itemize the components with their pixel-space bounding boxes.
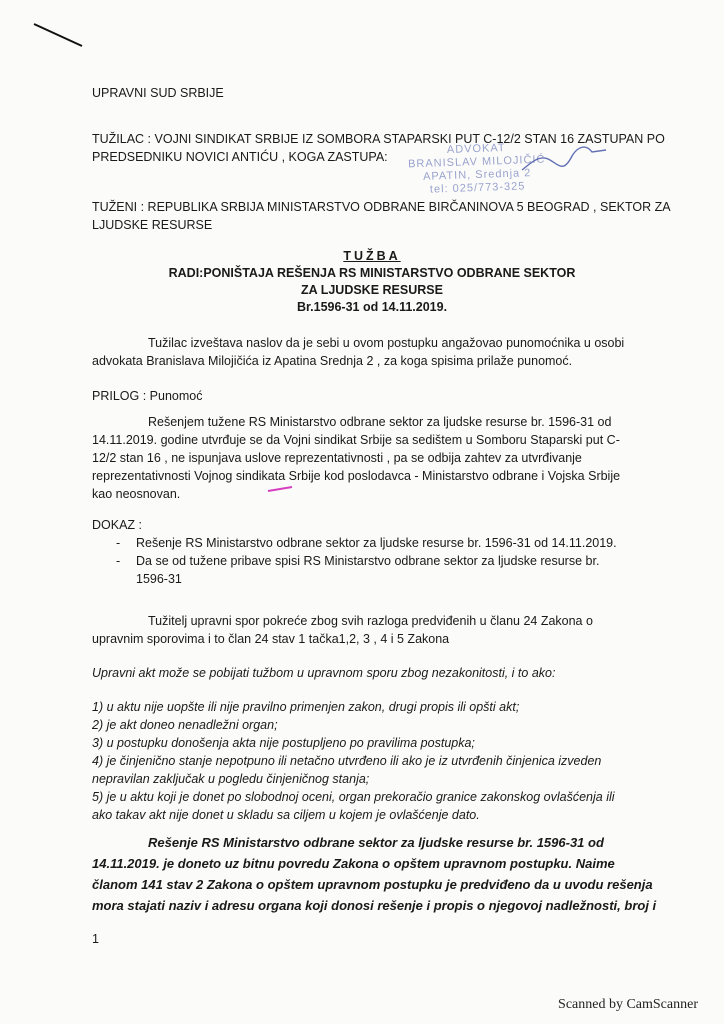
final-line-2: 14.11.2019. je doneto uz bitnu povredu Zakona o opštem upravnom postupku. Naime: [92, 856, 615, 871]
scanner-footer: Scanned by CamScanner: [558, 997, 698, 1012]
facts-line-3: 12/2 stan 16 , ne ispunjava uslove reprezentativnosti , pa se odbija zahtev za utvrđivanje: [92, 451, 582, 465]
evidence-item-2: - Da se od tužene pribave spisi RS Ministarstvo odbrane sektor za ljudske resurse br. 1596-31: [100, 552, 660, 588]
dispute-line-1: Tužitelj upravni spor pokreće zbog svih razloga predviđenih u članu 24 Zakona o: [148, 614, 593, 628]
page-number: 1: [92, 932, 99, 946]
title-line-1: RADI:PONIŠTAJA REŠENJA RS MINISTARSTVO ODBRANE SEKTOR: [168, 266, 576, 280]
law-point-4-cont: nepravilan zaključak u pogledu činjeničnog stanja;: [92, 772, 370, 786]
court-name: UPRAVNI SUD SRBIJE: [92, 86, 224, 100]
law-intro: Upravni akt može se pobijati tužbom u upravnom sporu zbog nezakonitosti, i to ako:: [92, 666, 556, 680]
law-point-3: 3) u postupku donošenja akta nije postupljeno po pravilima postupka;: [92, 736, 475, 750]
law-point-5-cont: ako takav akt nije donet u skladu sa ciljem u kojem je ovlašćenje dato.: [92, 808, 480, 822]
defendant-line-1: TUŽENI : REPUBLIKA SRBIJA MINISTARSTVO ODBRANE BIRČANINOVA 5 BEOGRAD , SEKTOR ZA: [92, 200, 671, 214]
stamp-line-4: tel: 025/773-325: [429, 180, 526, 196]
marker-stroke: [266, 484, 296, 494]
intro-line-2: advokata Branislava Milojičića iz Apatina Srednja 2 , za koga spisima prilaže punomoć.: [92, 354, 573, 368]
facts-line-5: kao neosnovan.: [92, 487, 181, 501]
facts-line-2: 14.11.2019. godine utvrđuje se da Vojni sindikat Srbije sa sedištem u Somboru Staparski put C-: [92, 433, 620, 447]
signature: [520, 140, 610, 180]
facts-line-4: reprezentativnosti Vojnog sindikata Srbije kod poslodavca - Ministarstvo odbrane i Vojska Srbije: [92, 469, 621, 483]
evidence-item-1: - Rešenje RS Ministarstvo odbrane sektor za ljudske resurse br. 1596-31 od 14.11.2019.: [100, 534, 660, 552]
final-line-3: članom 141 stav 2 Zakona o opštem upravnom postupku je predviđeno da u uvodu rešenja: [92, 877, 653, 892]
title-line-3: Br.1596-31 od 14.11.2019.: [296, 300, 448, 314]
final-line-1: Rešenje RS Ministarstvo odbrane sektor za ljudske resurse br. 1596-31 od: [148, 835, 604, 850]
law-point-5: 5) je u aktu koji je donet po slobodnoj oceni, organ prekoračio granice zakonskog ovlašćenja ili: [92, 790, 615, 804]
final-line-4: mora stajati naziv i adresu organa koji donosi rešenje i propis o njegovoj nadležnosti, broj i: [92, 898, 657, 913]
plaintiff-line-2: PREDSEDNIKU NOVICI ANTIĆU , KOGA ZASTUPA:: [92, 150, 388, 164]
stamp-line-1: ADVOKAT: [446, 141, 506, 157]
scan-mark: [30, 20, 90, 50]
title-heading: TUŽBA: [343, 249, 401, 263]
intro-line-1: Tužilac izveštava naslov da je sebi u ovom postupku angažovao punomoćnika u osobi: [148, 336, 625, 350]
law-point-2: 2) je akt doneo nenadležni organ;: [92, 718, 278, 732]
title-line-2: ZA LJUDSKE RESURSE: [301, 283, 443, 297]
evidence-label: DOKAZ :: [92, 518, 143, 532]
stamp-line-2: BRANISLAV MILOJIČIĆ: [407, 153, 546, 171]
plaintiff-line-1: TUŽILAC : VOJNI SINDIKAT SRBIJE IZ SOMBORA STAPARSKI PUT C-12/2 STAN 16 ZASTUPAN PO: [92, 132, 665, 146]
dispute-line-2: upravnim sporovima i to član 24 stav 1 tačka1,2, 3 , 4 i 5 Zakona: [92, 632, 450, 646]
document-title: [92, 248, 652, 316]
attachment-line: PRILOG : Punomoć: [92, 389, 203, 403]
evidence-list: [100, 534, 660, 588]
law-point-4: 4) je činjenično stanje nepotpuno ili netačno utvrđeno ili ako je iz utvrđenih činjenica izveden: [92, 754, 602, 768]
stamp-line-3: APATIN, Srednja 2: [422, 167, 532, 183]
final-paragraph: [92, 832, 672, 916]
law-point-1: 1) u aktu nije uopšte ili nije pravilno primenjen zakon, drugi propis ili opšti akt;: [92, 700, 520, 714]
law-points: [92, 698, 672, 824]
defendant-line-2: LJUDSKE RESURSE: [92, 218, 213, 232]
facts-line-1: Rešenjem tužene RS Ministarstvo odbrane sektor za ljudske resurse br. 1596-31 od: [148, 415, 612, 429]
